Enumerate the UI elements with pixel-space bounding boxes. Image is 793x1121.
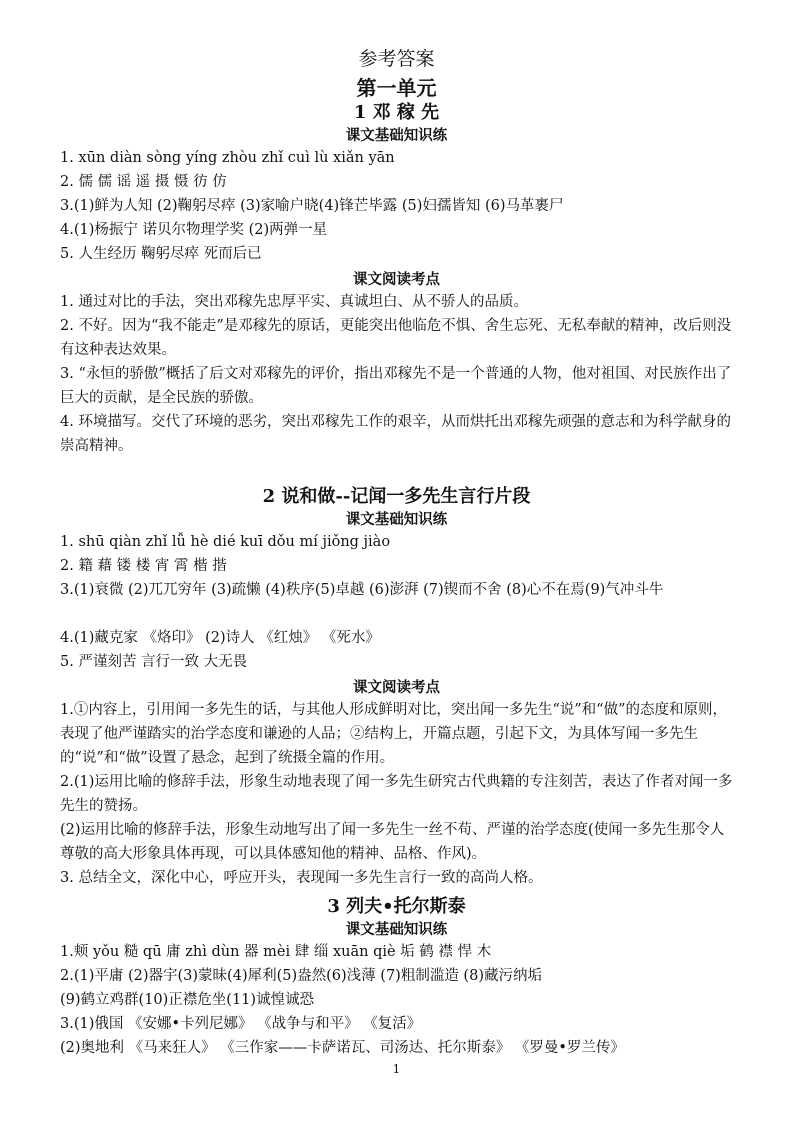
answer-line: 1.颊 yǒu 糙 qū 庸 zhì dùn 器 mèi 肆 缁 xuān qiè 垢 鹤 襟 悍 木 [60, 944, 492, 960]
answer-line: 2. 籍 藉 镂 楼 宵 霄 楷 揩 [60, 558, 227, 574]
page-number: 1 [392, 1062, 401, 1076]
answer-paragraph: 3. “永恒的骄傲”概括了后文对邓稼先的评价，指出邓稼先不是一个普通的人物，他对祖国、对民族作出了巨大的贡献，是全民族的骄傲。 [60, 366, 732, 406]
answer-paragraph: 2.(1)运用比喻的修辞手法，形象生动地表现了闻一多先生研究古代典籍的专注刻苦，表达了作者对闻一多先生的赞扬。 [60, 774, 733, 814]
answer-line: 3.(1)鲜为人知 (2)鞠躬尽瘁 (3)家喻户晓(4)锋芒毕露 (5)妇孺皆知 (6)马革裹尸 [60, 198, 564, 214]
answer-paragraph: 1.①内容上，引用闻一多先生的话，与其他人形成鲜明对比，突出闻一多先生“说”和“做”的态度和原则，表现了他严谨踏实的治学态度和谦逊的人品；②结构上，开篇点题，引起下文，为具体写闻一多先生的“说”和“做”设置了悬念，起到了统摄全篇的作用。 [60, 702, 727, 766]
answer-paragraph: 3.(1)衰微 (2)兀兀穷年 (3)疏懒 (4)秩序(5)卓越 (6)澎湃 (7)锲而不舍 (8)心不在焉(9)气冲斗牛 [60, 582, 664, 598]
page-title: 参考答案 [358, 48, 435, 70]
lesson-3-title: 3 列夫•托尔斯泰 [327, 896, 466, 917]
answer-line: 1. xūn diàn sòng yíng zhòu zhǐ cuì lù xiǎn yān [60, 150, 395, 166]
answer-line: 5. 人生经历 鞠躬尽瘁 死而后已 [60, 246, 262, 262]
answer-line: 2.(1)平庸 (2)器宇(3)蒙昧(4)犀利(5)盎然(6)浅薄 (7)粗制滥造 (8)藏污纳垢 [60, 968, 542, 984]
answer-line: 1. shū qiàn zhǐ lǚ hè dié kuī dǒu mí jiǒng jiào [60, 534, 391, 550]
answer-paragraph: 2. 不好。因为“我不能走”是邓稼先的原话，更能突出他临危不惧、舍生忘死、无私奉献的精神，改后则没有这种表达效果。 [60, 318, 732, 358]
lesson-2-reading-heading: 课文阅读考点 [353, 679, 440, 696]
answer-line: (2)奥地利 《马来狂人》 《三作家——卡萨诺瓦、司汤达、托尔斯泰》 《罗曼•罗兰传》 [60, 1040, 625, 1056]
lesson-1-title: 1 邓 稼 先 [353, 102, 440, 123]
lesson-1-basic-heading: 课文基础知识练 [345, 127, 448, 144]
unit-title: 第一单元 [356, 76, 437, 100]
answer-line: 3.(1)俄国 《安娜•卡列尼娜》 《战争与和平》 《复活》 [60, 1016, 422, 1032]
answer-line: 4.(1)杨振宁 诺贝尔物理学奖 (2)两弹一星 [60, 222, 328, 238]
answer-line: 5. 严谨刻苦 言行一致 大无畏 [60, 654, 248, 670]
answer-line: 2. 儒 儒 谣 遥 摄 慑 彷 仿 [60, 174, 227, 190]
lesson-2-basic-heading: 课文基础知识练 [345, 511, 448, 528]
answer-line: 4.(1)藏克家 《烙印》 (2)诗人 《红烛》 《死水》 [60, 630, 380, 646]
lesson-2-title: 2 说和做--记闻一多先生言行片段 [262, 486, 531, 507]
answer-line: 1. 通过对比的手法，突出邓稼先忠厚平实、真诚坦白、从不骄人的品质。 [60, 294, 528, 310]
lesson-1-reading-heading: 课文阅读考点 [353, 271, 440, 288]
lesson-3-basic-heading: 课文基础知识练 [345, 921, 448, 938]
answer-line: (9)鹤立鸡群(10)正襟危坐(11)诚惶诚恐 [60, 992, 315, 1008]
answer-line: 3. 总结全文，深化中心，呼应开头，表现闻一多先生言行一致的高尚人格。 [60, 870, 543, 886]
answer-paragraph: (2)运用比喻的修辞手法，形象生动地写出了闻一多先生一丝不苟、严谨的治学态度(使闻一多先生那令人尊敬的高大形象具体再现，可以具体感知他的精神、品格、作风)。 [60, 822, 725, 862]
answer-paragraph: 4. 环境描写。交代了环境的恶劣，突出邓稼先工作的艰辛，从而烘托出邓稼先顽强的意志和为科学献身的崇高精神。 [60, 414, 731, 454]
